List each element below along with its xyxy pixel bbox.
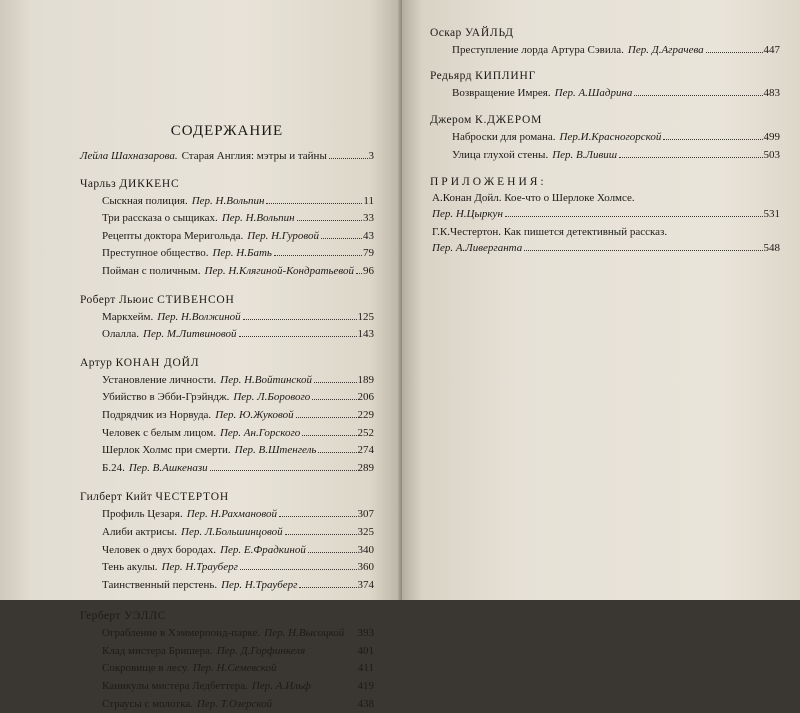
author-group (430, 27, 780, 60)
entry-title: Человек о двух бородах. (102, 543, 217, 556)
intro-author: Лейла Шахназарова. (80, 150, 178, 162)
entry-list (452, 85, 780, 103)
author-name (80, 294, 374, 306)
entry-translator: Пер. Н.Клягиной-Кондратьевой (204, 264, 355, 277)
appendix-items (430, 190, 780, 257)
author-name (80, 610, 374, 622)
author-name (430, 114, 780, 126)
entry-translator: Пер. Н.Вольпин (221, 212, 295, 225)
entry-page: 548 (763, 241, 780, 254)
entry-title: Убийство в Эбби-Грэйндж. (102, 391, 230, 404)
dot-leader (307, 653, 356, 654)
entry-title: Б.24. (102, 461, 125, 474)
author-surname: СТИВЕНСОН (157, 293, 235, 306)
intro-entry (80, 148, 374, 166)
dot-leader (210, 470, 357, 471)
entry-page: 274 (357, 444, 374, 457)
appendix-entry (432, 206, 780, 224)
author-name (80, 178, 374, 190)
entry-translator: Пер. Н.Рахмановой (186, 508, 278, 521)
entry-title: Подрядчик из Норвуда. (102, 408, 212, 421)
entry-title: Преступление лорда Артура Сэвила. (452, 44, 624, 56)
author-first-name: Гилберт Кийт (80, 491, 153, 504)
entry-translator: Пер. Н.Волжиной (157, 310, 241, 323)
left-author-groups (80, 178, 374, 713)
entry-list (452, 42, 780, 60)
entry-page: 499 (763, 131, 780, 144)
entry-title: Клад мистера Бришера. (102, 644, 213, 657)
entry-page: 189 (357, 373, 374, 386)
toc-entry (102, 210, 374, 228)
dot-leader (302, 435, 356, 436)
toc-entry (452, 85, 780, 103)
dot-leader (279, 670, 357, 671)
appendix-item (432, 224, 780, 258)
entry-page: 447 (763, 44, 780, 56)
entry-list (102, 625, 374, 713)
dot-leader (314, 382, 356, 383)
dot-leader (356, 273, 362, 274)
entry-page: 438 (357, 697, 374, 710)
entry-title: Преступное общество. (102, 247, 209, 260)
author-surname: КОНАН ДОЙЛ (115, 356, 200, 369)
toc-entry (102, 678, 374, 696)
entry-page: 143 (357, 328, 374, 341)
entry-page: 531 (763, 208, 780, 221)
entry-translator: Пер. Н.Бать (212, 247, 272, 260)
toc-entry (102, 660, 374, 678)
dot-leader (274, 255, 362, 256)
toc-entry (102, 696, 374, 713)
entry-translator: Пер.И.Красногорской (559, 131, 662, 144)
toc-entry (102, 643, 374, 661)
right-page (402, 0, 800, 600)
author-surname: ЧЕСТЕРТОН (155, 491, 229, 504)
entry-page: 393 (357, 627, 374, 640)
toc-entry (102, 326, 374, 344)
author-first-name: Редьярд (430, 69, 472, 82)
entry-translator: Пер. Н.Высоцкой (264, 627, 345, 640)
author-group (80, 610, 374, 713)
contents-title: СОДЕРЖАНИЕ (170, 123, 284, 139)
author-first-name: Герберт (80, 610, 121, 623)
entry-translator: Пер. Н.Цыркун (432, 208, 503, 221)
author-group (80, 491, 374, 594)
entry-translator: Пер. Н.Семевской (192, 662, 277, 675)
toc-entry (102, 193, 374, 211)
entry-page: 96 (363, 264, 375, 277)
author-surname: УАЙЛЬД (464, 27, 514, 39)
entry-translator: Пер. Л.Большинцовой (181, 525, 283, 538)
toc-entry (102, 577, 374, 595)
entry-page: 125 (357, 310, 374, 323)
entry-page: 483 (763, 86, 780, 99)
author-first-name: Чарльз (80, 177, 117, 190)
author-group (430, 70, 780, 103)
entry-list (452, 129, 780, 164)
entry-title: Алиби актрисы. (102, 525, 177, 538)
entry-translator: Пер. Н.Трауберг (221, 578, 298, 591)
entry-page: 360 (357, 561, 374, 574)
entry-title: Три рассказа о сыщиках. (102, 212, 218, 225)
dot-leader (706, 52, 763, 53)
dot-leader (318, 452, 356, 453)
toc-entry (102, 389, 374, 407)
dot-leader (296, 417, 357, 418)
dot-leader (279, 516, 356, 517)
entry-list (102, 193, 374, 281)
entry-page: 419 (357, 680, 374, 693)
entry-page: 374 (357, 578, 374, 591)
entry-list (102, 372, 374, 478)
dot-leader (524, 250, 762, 251)
toc-entry (452, 147, 780, 165)
entry-translator: Пер. М.Литвиновой (143, 328, 237, 341)
entry-translator: Пер. Д.Горфинкеля (216, 644, 306, 657)
toc-entry (102, 506, 374, 524)
entry-translator: Пер. Н.Вольпин (191, 194, 265, 207)
dot-leader (266, 203, 362, 204)
dot-leader (243, 319, 357, 320)
intro-page: 3 (368, 150, 374, 162)
author-name (430, 70, 780, 82)
entry-translator: Пер. А.Ливерганта (432, 241, 523, 254)
entry-translator: Пер. Н.Гуровой (247, 229, 319, 242)
toc-entry (102, 372, 374, 390)
entry-page: 252 (357, 426, 374, 439)
entry-list (102, 309, 374, 344)
author-surname: ДИККЕНС (119, 177, 180, 190)
entry-translator: Пер. Н.Войтинской (220, 373, 313, 386)
entry-title: Человек с белым лицом. (102, 426, 216, 439)
entry-page: 79 (363, 247, 374, 260)
dot-leader (312, 399, 356, 400)
appendix-entry (432, 240, 780, 258)
dot-leader (505, 216, 763, 217)
entry-translator: Пер. Н.Трауберг (161, 561, 238, 574)
entry-title: Шерлок Холмс при смерти. (102, 444, 231, 457)
author-name (80, 357, 374, 369)
entry-title: Наброски для романа. (452, 131, 556, 144)
entry-title: Тень акулы. (102, 561, 158, 574)
entry-translator: Пер. Д.Аграчева (627, 44, 704, 56)
entry-title: Сокровище в лесу. (102, 662, 189, 675)
toc-entry (452, 42, 780, 60)
toc-entry (102, 425, 374, 443)
author-first-name: Роберт Льюис (80, 293, 154, 306)
entry-page: 289 (357, 461, 374, 474)
entry-translator: Пер. В.Ливиш (552, 148, 618, 161)
entry-page: 411 (357, 662, 374, 675)
entry-page: 33 (363, 212, 374, 225)
entry-title: Маркхейм. (102, 310, 154, 323)
entry-translator: Пер. В.Штенгель (234, 444, 317, 457)
intro-title: Старая Англия: мэтры и тайны (181, 150, 327, 162)
dot-leader (240, 569, 357, 570)
entry-page: 340 (357, 543, 374, 556)
toc-entry (102, 559, 374, 577)
entry-title: Рецепты доктора Меригольда. (102, 229, 244, 242)
entry-page: 11 (363, 194, 374, 207)
author-surname: К.ДЖЕРОМ (474, 114, 543, 127)
toc-entry (102, 309, 374, 327)
author-surname: УЭЛЛС (124, 610, 167, 623)
toc-entry (102, 442, 374, 460)
author-name (80, 491, 374, 503)
dot-leader (308, 552, 357, 553)
entry-page: 229 (357, 408, 374, 421)
dot-leader (329, 158, 368, 159)
entry-title: Пойман с поличным. (102, 264, 201, 277)
entry-title: Ограбление в Хэммерпонд-парке. (102, 627, 261, 640)
entry-translator: Пер. А.Шадрина (554, 86, 633, 99)
entry-title: Возвращение Имрея. (452, 86, 551, 99)
dot-leader (346, 635, 356, 636)
author-name (430, 27, 780, 39)
dot-leader (285, 534, 357, 535)
appendix-section (430, 176, 780, 257)
entry-title: Установление личности. (102, 373, 217, 386)
entry-page: 43 (363, 229, 374, 242)
appendix-line: А.Конан Дойл. Кое-что о Шерлоке Холмсе. (432, 192, 635, 205)
entry-page: 206 (357, 391, 374, 404)
toc-entry (102, 460, 374, 478)
entry-title: Улица глухой стены. (452, 148, 549, 161)
entry-title: Каникулы мистера Ледбеттера. (102, 680, 248, 693)
dot-leader (313, 688, 357, 689)
entry-page: 307 (357, 508, 374, 521)
author-group (80, 294, 374, 344)
toc-entry (102, 542, 374, 560)
entry-translator: Пер. Л.Борового (233, 391, 311, 404)
toc-entry (102, 524, 374, 542)
entry-title: Таинственный перстень. (102, 578, 218, 591)
entry-title: Профиль Цезаря. (102, 508, 183, 521)
appendix-line: Г.К.Честертон. Как пишется детективный рассказ. (432, 225, 668, 238)
author-group (80, 178, 374, 281)
appendix-item (432, 190, 780, 224)
entry-translator: Пер. А.Ильф (251, 680, 311, 693)
author-group (430, 114, 780, 164)
toc-entry (102, 245, 374, 263)
toc-entry (102, 263, 374, 281)
toc-entry (102, 407, 374, 425)
entry-translator: Пер. Ю.Жуковой (215, 408, 294, 421)
toc-entry (452, 129, 780, 147)
entry-title: Страусы с молотка. (102, 697, 193, 710)
appendix-title: ПРИЛОЖЕНИЯ: (430, 176, 547, 189)
entry-translator: Пер. Т.Озерской (196, 697, 273, 710)
dot-leader (239, 336, 357, 337)
dot-leader (297, 220, 362, 221)
entry-translator: Пер. Е.Фрадкиной (220, 543, 306, 556)
entry-translator: Пер. В.Ашкенази (128, 461, 208, 474)
author-group (80, 357, 374, 478)
dot-leader (619, 157, 762, 158)
author-first-name: Джером (430, 114, 472, 127)
author-first-name: Артур (80, 356, 113, 369)
right-author-groups (430, 27, 780, 164)
entry-translator: Пер. Ан.Горского (219, 426, 301, 439)
dot-leader (274, 706, 356, 707)
entry-page: 503 (763, 148, 780, 161)
dot-leader (663, 139, 762, 140)
dot-leader (634, 95, 762, 96)
entry-list (102, 506, 374, 594)
entry-page: 325 (357, 525, 374, 538)
author-first-name: Оскар (430, 27, 462, 39)
author-surname: КИПЛИНГ (475, 69, 537, 82)
toc-entry (102, 228, 374, 246)
entry-title: Сыскная полиция. (102, 194, 188, 207)
dot-leader (299, 587, 356, 588)
toc-entry (102, 625, 374, 643)
dot-leader (321, 238, 362, 239)
entry-page: 401 (357, 644, 374, 657)
entry-title: Олалла. (102, 328, 140, 341)
